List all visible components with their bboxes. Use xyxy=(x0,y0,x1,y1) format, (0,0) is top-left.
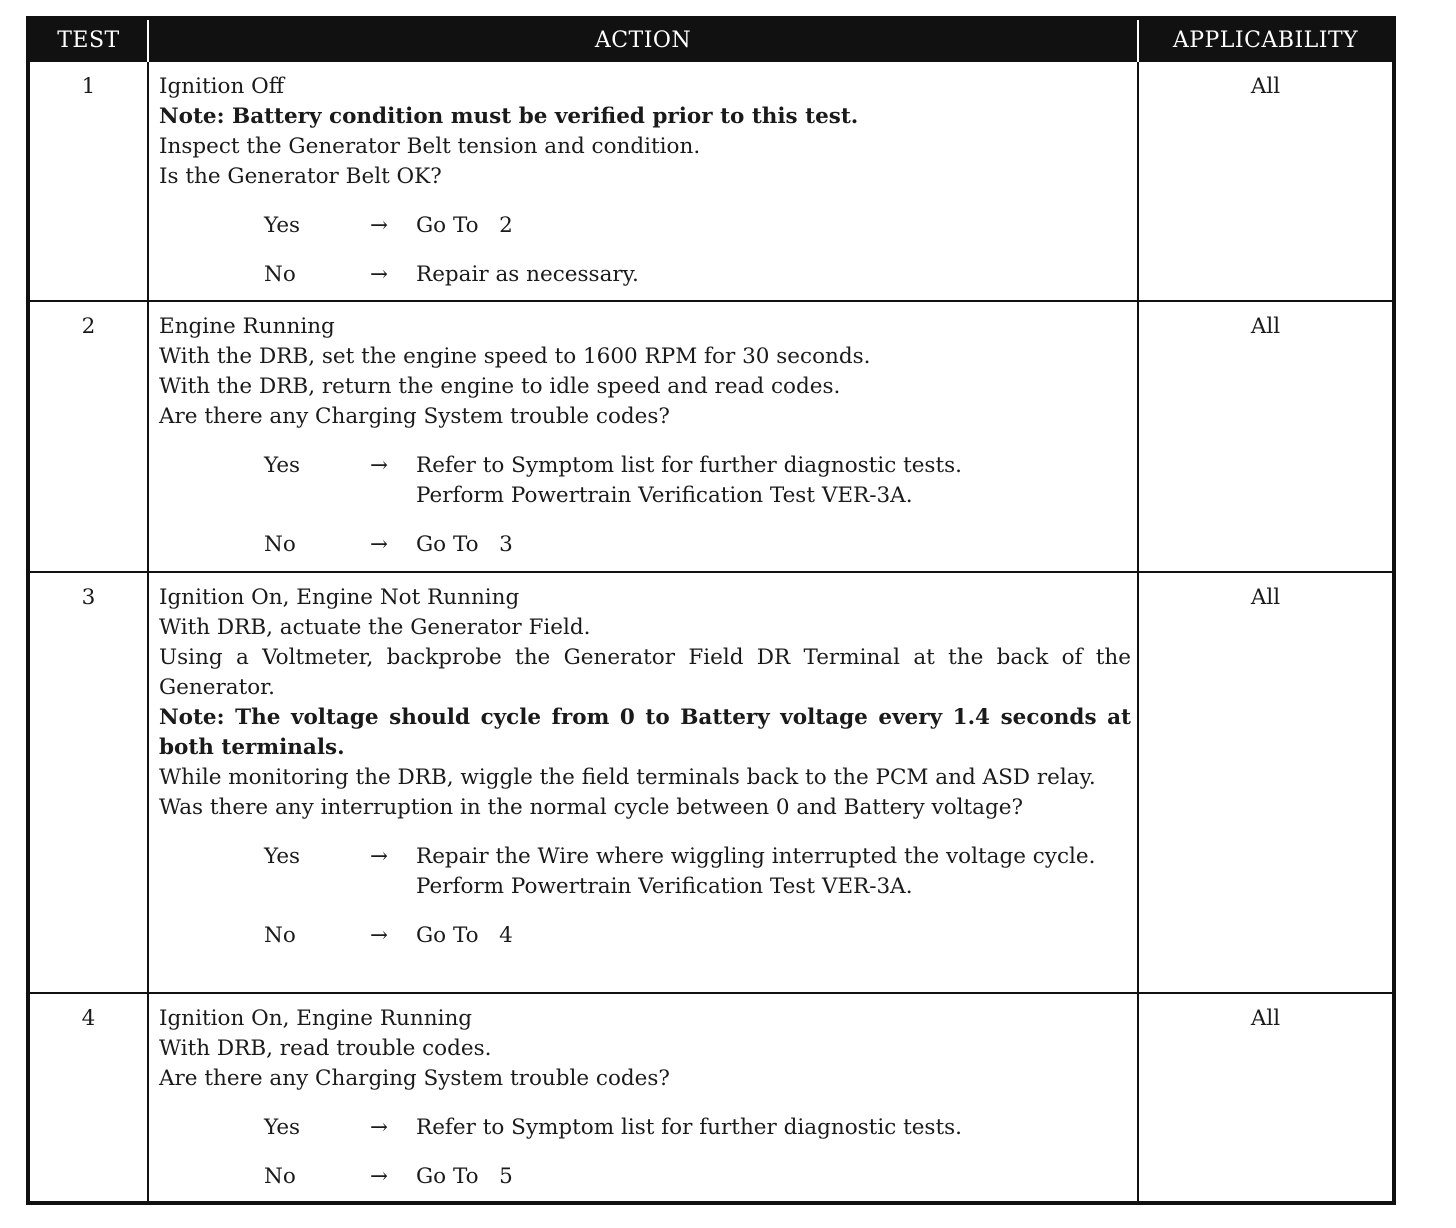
arrow-icon: → xyxy=(370,453,389,478)
action-line: Inspect the Generator Belt tension and condition. xyxy=(159,134,701,159)
action-line: With DRB, actuate the Generator Field. xyxy=(159,615,591,640)
result-text: Go To 3 xyxy=(416,532,513,557)
applicability-value: All xyxy=(1138,301,1394,572)
table-header-row xyxy=(28,18,1394,61)
answer-label: Yes xyxy=(264,213,301,238)
action-note: Note: The voltage should cycle from 0 to Battery voltage every 1.4 seconds at both terminals. xyxy=(159,705,1131,760)
no-option xyxy=(264,260,1131,290)
diagnostic-test-table xyxy=(26,16,1396,1205)
applicability-value: All xyxy=(1138,572,1394,993)
action-cell xyxy=(148,61,1138,301)
action-line: With the DRB, set the engine speed to 1600 RPM for 30 seconds. xyxy=(159,344,871,369)
result-text: Go To 5 xyxy=(416,1164,513,1189)
test-number: 4 xyxy=(28,993,148,1203)
table-row xyxy=(28,301,1394,572)
yes-option xyxy=(264,451,1131,511)
header-test: TEST xyxy=(28,18,148,61)
arrow-icon: → xyxy=(370,1164,389,1189)
action-cell xyxy=(148,301,1138,572)
action-line: Are there any Charging System trouble codes? xyxy=(159,1066,670,1091)
answer-label: No xyxy=(264,262,296,287)
action-line: Was there any interruption in the normal cycle between 0 and Battery voltage? xyxy=(159,795,1023,820)
answer-label: Yes xyxy=(264,453,301,478)
test-number: 3 xyxy=(28,572,148,993)
no-option xyxy=(264,530,1131,560)
header-action: ACTION xyxy=(148,18,1138,61)
no-option xyxy=(264,1162,1131,1192)
yes-option xyxy=(264,211,1131,241)
arrow-icon: → xyxy=(370,844,389,869)
action-cell xyxy=(148,572,1138,993)
action-line: Ignition On, Engine Not Running xyxy=(159,585,520,610)
yes-option xyxy=(264,842,1131,902)
result-text: Repair as necessary. xyxy=(416,262,639,287)
answer-label: No xyxy=(264,532,296,557)
action-line: With DRB, read trouble codes. xyxy=(159,1036,492,1061)
action-line: While monitoring the DRB, wiggle the field terminals back to the PCM and ASD relay. xyxy=(159,765,1096,790)
arrow-icon: → xyxy=(370,262,389,287)
arrow-icon: → xyxy=(370,1115,389,1140)
applicability-value: All xyxy=(1138,61,1394,301)
action-line: Ignition Off xyxy=(159,74,285,99)
result-text: Go To 2 xyxy=(416,213,513,238)
test-number: 1 xyxy=(28,61,148,301)
result-text: Go To 4 xyxy=(416,923,513,948)
action-line: Are there any Charging System trouble codes? xyxy=(159,404,670,429)
result-line: Refer to Symptom list for further diagnostic tests. xyxy=(416,453,962,478)
table-row xyxy=(28,61,1394,301)
table-row xyxy=(28,993,1394,1203)
answer-label: Yes xyxy=(264,1115,301,1140)
result-text xyxy=(416,451,1131,511)
header-applicability: APPLICABILITY xyxy=(1138,18,1394,61)
action-line: Ignition On, Engine Running xyxy=(159,1006,473,1031)
test-number: 2 xyxy=(28,301,148,572)
no-option xyxy=(264,921,1131,951)
answer-label: Yes xyxy=(264,844,301,869)
arrow-icon: → xyxy=(370,532,389,557)
table-row xyxy=(28,572,1394,993)
result-line: Perform Powertrain Verification Test VER-3A. xyxy=(416,483,913,508)
arrow-icon: → xyxy=(370,923,389,948)
answer-label: No xyxy=(264,923,296,948)
action-note: Note: Battery condition must be verified prior to this test. xyxy=(159,104,859,129)
action-line: Is the Generator Belt OK? xyxy=(159,164,442,189)
action-line: With the DRB, return the engine to idle speed and read codes. xyxy=(159,374,841,399)
action-line: Using a Voltmeter, backprobe the Generator Field DR Terminal at the back of the Generator. xyxy=(159,645,1131,700)
action-line: Engine Running xyxy=(159,314,335,339)
result-line: Repair the Wire where wiggling interrupted the voltage cycle. xyxy=(416,844,1096,869)
arrow-icon: → xyxy=(370,213,389,238)
yes-option xyxy=(264,1113,1131,1143)
result-line: Perform Powertrain Verification Test VER-3A. xyxy=(416,874,913,899)
applicability-value: All xyxy=(1138,993,1394,1203)
result-text: Refer to Symptom list for further diagnostic tests. xyxy=(416,1115,962,1140)
answer-label: No xyxy=(264,1164,296,1189)
action-cell xyxy=(148,993,1138,1203)
result-text xyxy=(416,842,1131,902)
